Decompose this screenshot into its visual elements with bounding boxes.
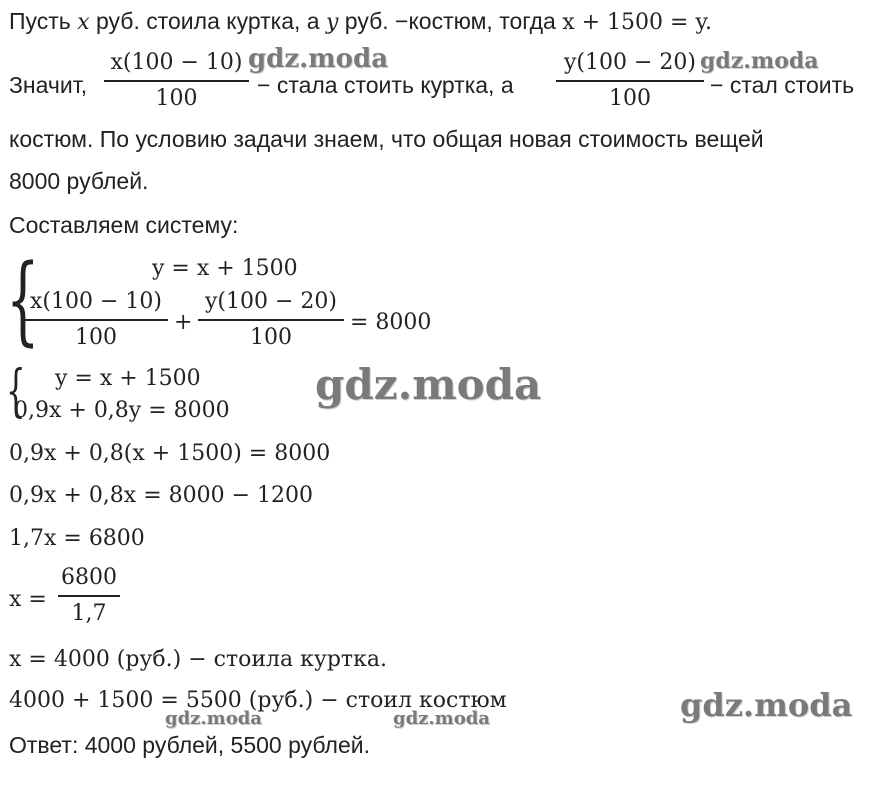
watermark-4: gdz.moda — [680, 686, 853, 724]
result-jacket: x = 4000 (руб.) − стоила куртка. — [9, 647, 387, 672]
line4: 8000 рублей. — [9, 168, 149, 194]
watermark-1: gdz.moda — [248, 44, 389, 74]
system1-fraction1: x(100 − 10) 100 — [24, 287, 168, 353]
line2-intro: Значит, — [9, 72, 88, 98]
system1-rhs: = 8000 — [350, 310, 432, 335]
step-2: 0,9x + 0,8x = 8000 − 1200 — [9, 483, 314, 508]
watermark-6: gdz.moda — [393, 708, 490, 729]
watermark-5: gdz.moda — [165, 708, 262, 729]
result-suit: 4000 + 1500 = 5500 (руб.) − стоил костюм — [9, 688, 507, 713]
system2-eq2: 0,9x + 0,8y = 8000 — [14, 398, 230, 423]
fraction-jacket-price: x(100 − 10) 100 — [104, 48, 249, 114]
system2-brace: { — [6, 359, 26, 424]
fraction-suit-price: y(100 − 20) 100 — [556, 48, 704, 114]
watermark-3: gdz.moda — [315, 360, 542, 409]
system1-plus: + — [174, 310, 193, 335]
x-fraction-lhs: x = — [9, 587, 47, 612]
line2-end: − стал стоить — [710, 72, 855, 98]
step-1: 0,9x + 0,8(x + 1500) = 8000 — [9, 441, 331, 466]
answer: Ответ: 4000 рублей, 5500 рублей. — [9, 732, 370, 758]
line2-middle: − стала стоить куртка, а — [257, 72, 514, 98]
line-intro: Пусть x руб. стоила куртка, а y руб. −костюм, тогда x + 1500 = y. — [9, 8, 712, 35]
line5: Составляем систему: — [9, 212, 239, 238]
watermark-2: gdz.moda — [700, 48, 819, 74]
system2-eq1: y = x + 1500 — [55, 366, 201, 391]
step-3: 1,7x = 6800 — [9, 526, 145, 551]
system1-brace: { — [6, 244, 40, 356]
x-fraction: 6800 1,7 — [58, 563, 120, 629]
line3: костюм. По условию задачи знаем, что общая новая стоимость вещей — [9, 126, 764, 152]
system1-fraction2: y(100 − 20) 100 — [198, 287, 344, 353]
system1-eq1: y = x + 1500 — [152, 256, 298, 281]
